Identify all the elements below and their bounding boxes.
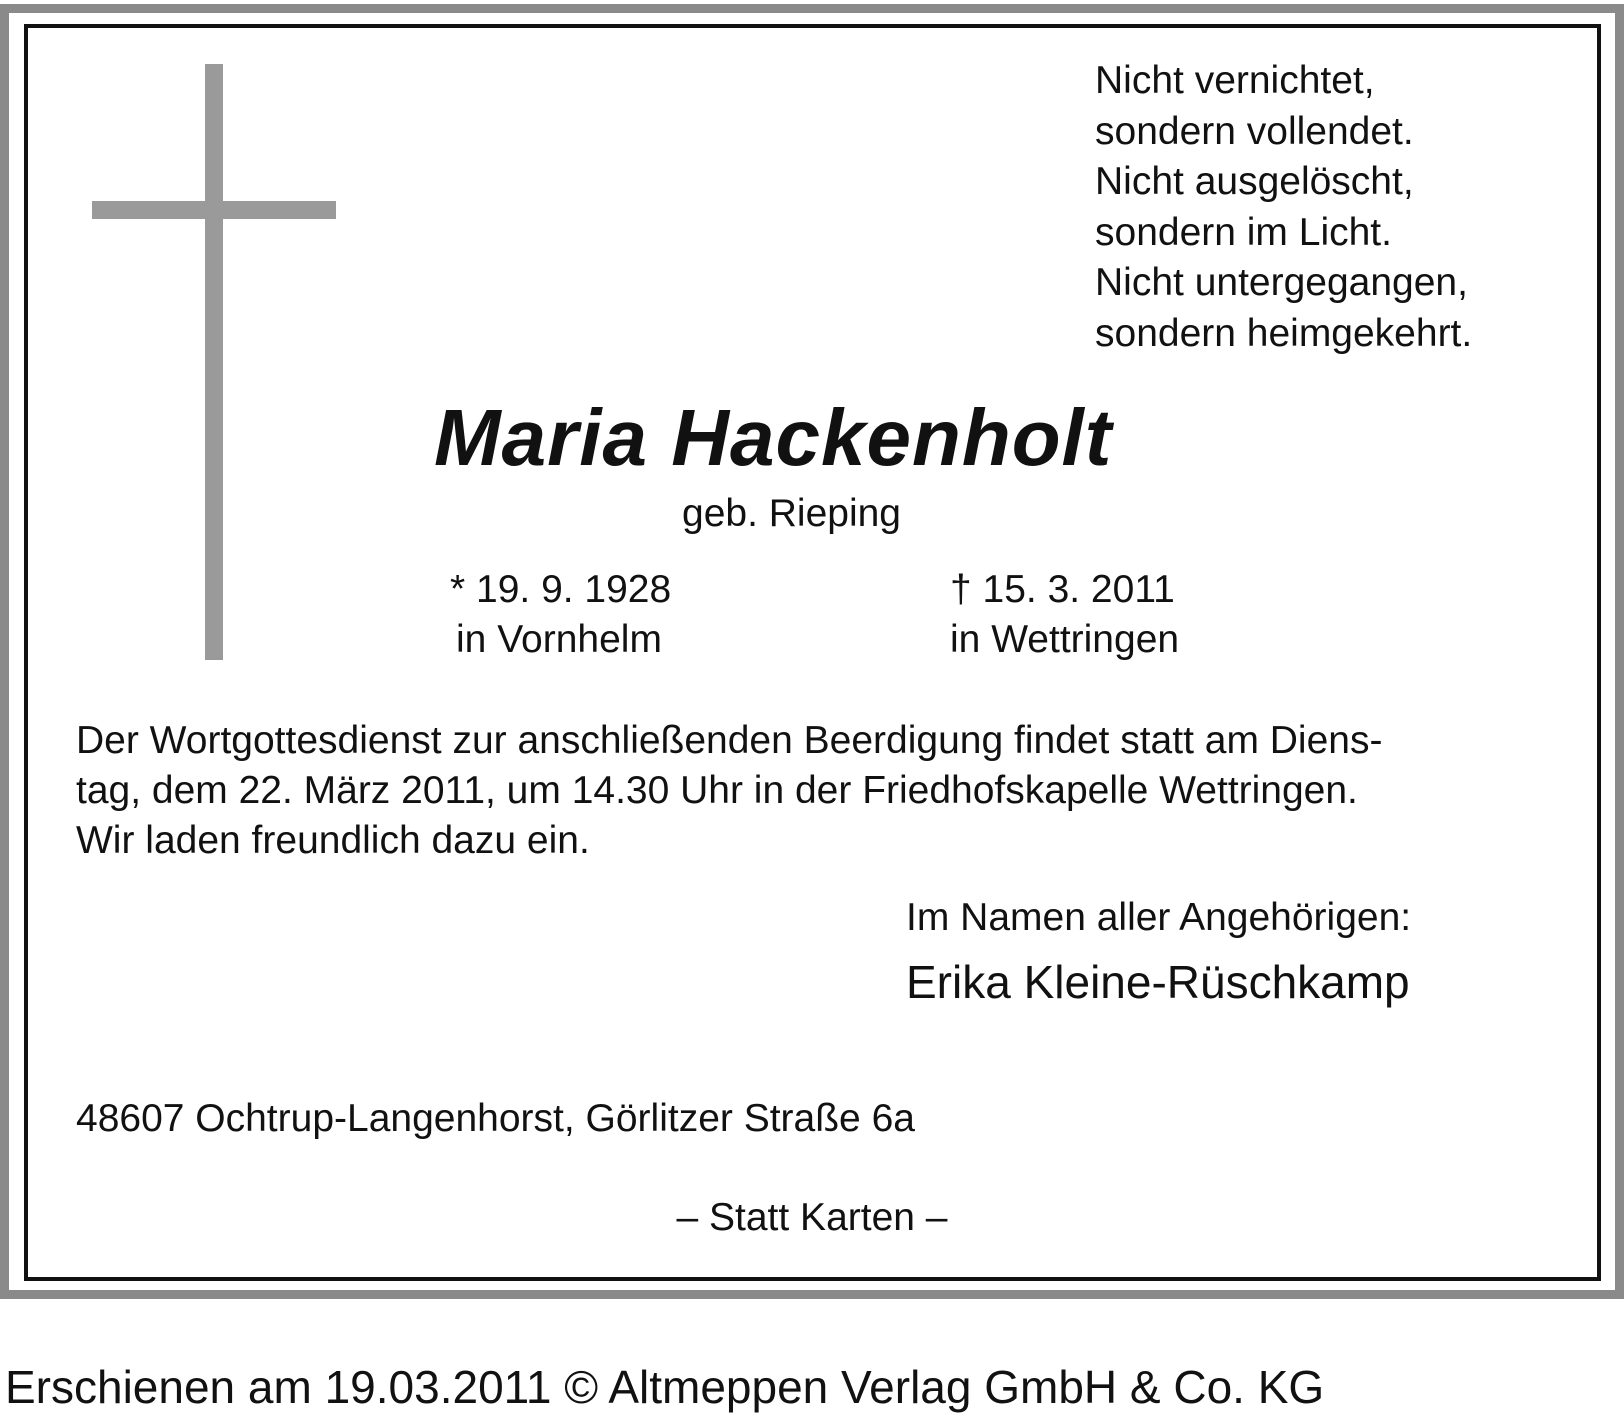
birth-place: in Vornhelm <box>456 618 662 661</box>
death-place: in Wettringen <box>950 618 1180 661</box>
signer-name: Erika Kleine-Rüschkamp <box>906 956 1410 1008</box>
service-line: Der Wortgottesdienst zur anschließenden Beerdigung findet statt am Diens- <box>76 719 1383 762</box>
verse-line: Nicht ausgelöscht, <box>1095 160 1414 203</box>
deceased-name: Maria Hackenholt <box>434 393 1113 482</box>
death-info <box>950 565 1179 665</box>
verse-line: Nicht vernichtet, <box>1095 59 1375 102</box>
birth-name: geb. Rieping <box>682 492 901 535</box>
signoff: Im Namen aller Angehörigen: <box>906 896 1412 939</box>
service-announcement <box>76 716 1382 866</box>
service-line: Wir laden freundlich dazu ein. <box>76 819 590 862</box>
closing-note: – Statt Karten – <box>676 1196 948 1239</box>
birth-date: * 19. 9. 1928 <box>450 568 672 611</box>
verse <box>1095 56 1472 359</box>
service-line: tag, dem 22. März 2011, um 14.30 Uhr in der Friedhofskapelle Wettringen. <box>76 769 1358 812</box>
birth-info <box>450 565 671 665</box>
publication-footer: Erschienen am 19.03.2011 © Altmeppen Verlag GmbH & Co. KG <box>5 1361 1325 1413</box>
cross-icon <box>205 64 223 660</box>
address: 48607 Ochtrup-Langenhorst, Görlitzer Straße 6a <box>76 1097 915 1140</box>
verse-line: sondern im Licht. <box>1095 210 1392 254</box>
cross-icon-crossbar <box>92 201 336 219</box>
verse-line: sondern heimgekehrt. <box>1095 311 1473 355</box>
death-date: † 15. 3. 2011 <box>950 568 1175 611</box>
verse-line: sondern vollendet. <box>1095 109 1414 153</box>
verse-line: Nicht untergegangen, <box>1095 261 1468 304</box>
